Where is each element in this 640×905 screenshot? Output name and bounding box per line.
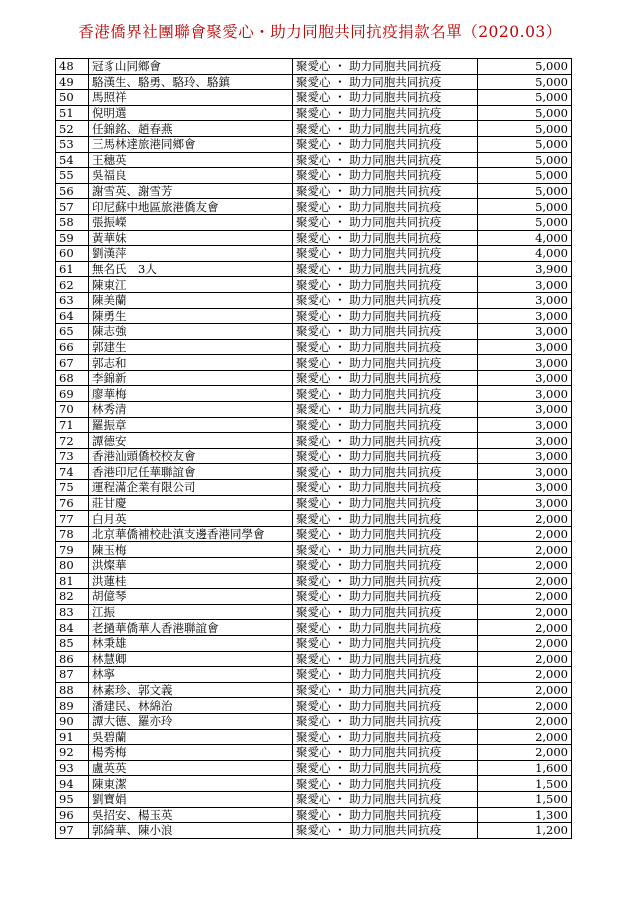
donation-amount: 3,000 bbox=[478, 495, 572, 511]
table-row bbox=[56, 558, 572, 574]
donor-name: 北京華僑補校赴滇支邊香港同學會 bbox=[89, 526, 293, 542]
donation-amount: 2,000 bbox=[478, 729, 572, 745]
donation-purpose: 聚愛心 ・ 助力同胞共同抗疫 bbox=[293, 433, 478, 449]
donor-name: 老撾華僑華人香港聯誼會 bbox=[89, 620, 293, 636]
donor-name: 香港汕頭僑校校友會 bbox=[89, 448, 293, 464]
donation-purpose: 聚愛心 ・ 助力同胞共同抗疫 bbox=[293, 277, 478, 293]
donor-name: 洪燦華 bbox=[89, 558, 293, 574]
table-row bbox=[56, 324, 572, 340]
donor-name: 謝雪英、謝雪芳 bbox=[89, 183, 293, 199]
donation-amount: 2,000 bbox=[478, 698, 572, 714]
donor-name: 洪蓮桂 bbox=[89, 573, 293, 589]
donation-amount: 1,500 bbox=[478, 791, 572, 807]
row-number: 57 bbox=[56, 199, 89, 215]
donation-amount: 3,000 bbox=[478, 448, 572, 464]
donation-purpose: 聚愛心 ・ 助力同胞共同抗疫 bbox=[293, 59, 478, 75]
donation-amount: 5,000 bbox=[478, 214, 572, 230]
donation-purpose: 聚愛心 ・ 助力同胞共同抗疫 bbox=[293, 324, 478, 340]
donation-amount: 3,000 bbox=[478, 464, 572, 480]
donation-purpose: 聚愛心 ・ 助力同胞共同抗疫 bbox=[293, 402, 478, 418]
table-row bbox=[56, 308, 572, 324]
table-row bbox=[56, 464, 572, 480]
donation-purpose: 聚愛心 ・ 助力同胞共同抗疫 bbox=[293, 480, 478, 496]
table-row bbox=[56, 230, 572, 246]
donation-amount: 3,000 bbox=[478, 308, 572, 324]
row-number: 70 bbox=[56, 402, 89, 418]
donation-purpose: 聚愛心 ・ 助力同胞共同抗疫 bbox=[293, 136, 478, 152]
row-number: 84 bbox=[56, 620, 89, 636]
donor-name: 李錦新 bbox=[89, 370, 293, 386]
donation-amount: 5,000 bbox=[478, 136, 572, 152]
table-row bbox=[56, 90, 572, 106]
donor-name: 劉漢萍 bbox=[89, 246, 293, 262]
donation-purpose: 聚愛心 ・ 助力同胞共同抗疫 bbox=[293, 90, 478, 106]
row-number: 64 bbox=[56, 308, 89, 324]
donor-name: 潘建民、林綿治 bbox=[89, 698, 293, 714]
row-number: 78 bbox=[56, 526, 89, 542]
donation-amount: 3,000 bbox=[478, 480, 572, 496]
donation-purpose: 聚愛心 ・ 助力同胞共同抗疫 bbox=[293, 183, 478, 199]
row-number: 67 bbox=[56, 355, 89, 371]
table-row bbox=[56, 168, 572, 184]
donor-name: 莊甘慶 bbox=[89, 495, 293, 511]
donation-amount: 4,000 bbox=[478, 230, 572, 246]
table-row bbox=[56, 791, 572, 807]
donation-amount: 3,000 bbox=[478, 402, 572, 418]
table-row bbox=[56, 542, 572, 558]
row-number: 87 bbox=[56, 667, 89, 683]
donation-amount: 3,000 bbox=[478, 433, 572, 449]
row-number: 89 bbox=[56, 698, 89, 714]
donation-amount: 5,000 bbox=[478, 183, 572, 199]
donation-purpose: 聚愛心 ・ 助力同胞共同抗疫 bbox=[293, 542, 478, 558]
donation-purpose: 聚愛心 ・ 助力同胞共同抗疫 bbox=[293, 386, 478, 402]
table-row bbox=[56, 823, 572, 839]
table-row bbox=[56, 526, 572, 542]
table-row bbox=[56, 246, 572, 262]
donation-purpose: 聚愛心 ・ 助力同胞共同抗疫 bbox=[293, 199, 478, 215]
row-number: 65 bbox=[56, 324, 89, 340]
row-number: 51 bbox=[56, 105, 89, 121]
table-row bbox=[56, 480, 572, 496]
table-row bbox=[56, 589, 572, 605]
row-number: 49 bbox=[56, 74, 89, 90]
donation-amount: 2,000 bbox=[478, 713, 572, 729]
donor-name: 香港印尼任華聯誼會 bbox=[89, 464, 293, 480]
row-number: 96 bbox=[56, 807, 89, 823]
donation-purpose: 聚愛心 ・ 助力同胞共同抗疫 bbox=[293, 635, 478, 651]
row-number: 71 bbox=[56, 417, 89, 433]
table-row bbox=[56, 417, 572, 433]
donor-name: 郭建生 bbox=[89, 339, 293, 355]
table-row bbox=[56, 729, 572, 745]
donation-purpose: 聚愛心 ・ 助力同胞共同抗疫 bbox=[293, 339, 478, 355]
table-row bbox=[56, 121, 572, 137]
document-title: 香港僑界社團聯會聚愛心・助力同胞共同抗疫捐款名單（2020.03） bbox=[78, 23, 562, 41]
donation-purpose: 聚愛心 ・ 助力同胞共同抗疫 bbox=[293, 448, 478, 464]
donor-name: 吳福良 bbox=[89, 168, 293, 184]
donation-amount: 3,000 bbox=[478, 277, 572, 293]
donation-purpose: 聚愛心 ・ 助力同胞共同抗疫 bbox=[293, 168, 478, 184]
donor-name: 陳東潔 bbox=[89, 776, 293, 792]
table-row bbox=[56, 573, 572, 589]
donation-amount: 4,000 bbox=[478, 246, 572, 262]
donation-purpose: 聚愛心 ・ 助力同胞共同抗疫 bbox=[293, 121, 478, 137]
donor-name: 譚大德、羅亦玲 bbox=[89, 713, 293, 729]
donation-amount: 3,000 bbox=[478, 417, 572, 433]
donation-amount: 5,000 bbox=[478, 168, 572, 184]
donation-purpose: 聚愛心 ・ 助力同胞共同抗疫 bbox=[293, 698, 478, 714]
donation-amount: 5,000 bbox=[478, 152, 572, 168]
donor-name: 江振 bbox=[89, 604, 293, 620]
donation-amount: 5,000 bbox=[478, 59, 572, 75]
table-row bbox=[56, 214, 572, 230]
donor-name: 羅振章 bbox=[89, 417, 293, 433]
row-number: 53 bbox=[56, 136, 89, 152]
table-row bbox=[56, 807, 572, 823]
donation-amount: 5,000 bbox=[478, 199, 572, 215]
donation-purpose: 聚愛心 ・ 助力同胞共同抗疫 bbox=[293, 511, 478, 527]
donor-name: 廖華梅 bbox=[89, 386, 293, 402]
donation-purpose: 聚愛心 ・ 助力同胞共同抗疫 bbox=[293, 464, 478, 480]
donation-amount: 2,000 bbox=[478, 651, 572, 667]
row-number: 83 bbox=[56, 604, 89, 620]
donation-purpose: 聚愛心 ・ 助力同胞共同抗疫 bbox=[293, 292, 478, 308]
donation-purpose: 聚愛心 ・ 助力同胞共同抗疫 bbox=[293, 370, 478, 386]
donation-amount: 2,000 bbox=[478, 526, 572, 542]
row-number: 90 bbox=[56, 713, 89, 729]
donation-amount: 2,000 bbox=[478, 558, 572, 574]
donation-amount: 2,000 bbox=[478, 542, 572, 558]
donation-amount: 3,000 bbox=[478, 324, 572, 340]
donation-purpose: 聚愛心 ・ 助力同胞共同抗疫 bbox=[293, 823, 478, 839]
donation-table-body bbox=[56, 59, 572, 839]
donor-name: 林素珍、郭文義 bbox=[89, 682, 293, 698]
table-row bbox=[56, 386, 572, 402]
row-number: 50 bbox=[56, 90, 89, 106]
donor-name: 駱漢生、駱勇、駱玲、駱鎮 bbox=[89, 74, 293, 90]
donor-name: 林秉雄 bbox=[89, 635, 293, 651]
donor-name: 冠豸山同鄉會 bbox=[89, 59, 293, 75]
donation-purpose: 聚愛心 ・ 助力同胞共同抗疫 bbox=[293, 152, 478, 168]
donor-name: 三馬林達旅港同鄉會 bbox=[89, 136, 293, 152]
table-row bbox=[56, 713, 572, 729]
donation-purpose: 聚愛心 ・ 助力同胞共同抗疫 bbox=[293, 558, 478, 574]
row-number: 73 bbox=[56, 448, 89, 464]
donation-purpose: 聚愛心 ・ 助力同胞共同抗疫 bbox=[293, 495, 478, 511]
table-row bbox=[56, 152, 572, 168]
table-row bbox=[56, 136, 572, 152]
donation-amount: 2,000 bbox=[478, 682, 572, 698]
donation-purpose: 聚愛心 ・ 助力同胞共同抗疫 bbox=[293, 604, 478, 620]
donation-purpose: 聚愛心 ・ 助力同胞共同抗疫 bbox=[293, 230, 478, 246]
row-number: 88 bbox=[56, 682, 89, 698]
row-number: 66 bbox=[56, 339, 89, 355]
donation-purpose: 聚愛心 ・ 助力同胞共同抗疫 bbox=[293, 713, 478, 729]
donation-amount: 2,000 bbox=[478, 635, 572, 651]
donor-name: 楊秀梅 bbox=[89, 745, 293, 761]
donation-amount: 2,000 bbox=[478, 667, 572, 683]
row-number: 94 bbox=[56, 776, 89, 792]
row-number: 62 bbox=[56, 277, 89, 293]
table-row bbox=[56, 355, 572, 371]
table-row bbox=[56, 745, 572, 761]
donation-amount: 5,000 bbox=[478, 74, 572, 90]
donor-name: 譚德安 bbox=[89, 433, 293, 449]
row-number: 91 bbox=[56, 729, 89, 745]
table-row bbox=[56, 635, 572, 651]
table-row bbox=[56, 292, 572, 308]
donation-purpose: 聚愛心 ・ 助力同胞共同抗疫 bbox=[293, 261, 478, 277]
donation-purpose: 聚愛心 ・ 助力同胞共同抗疫 bbox=[293, 526, 478, 542]
donation-amount: 3,000 bbox=[478, 355, 572, 371]
table-row bbox=[56, 370, 572, 386]
donation-purpose: 聚愛心 ・ 助力同胞共同抗疫 bbox=[293, 355, 478, 371]
donation-amount: 1,300 bbox=[478, 807, 572, 823]
donor-name: 白月英 bbox=[89, 511, 293, 527]
donation-purpose: 聚愛心 ・ 助力同胞共同抗疫 bbox=[293, 214, 478, 230]
table-row bbox=[56, 776, 572, 792]
row-number: 52 bbox=[56, 121, 89, 137]
donation-amount: 1,200 bbox=[478, 823, 572, 839]
donor-name: 劉寶娟 bbox=[89, 791, 293, 807]
donation-amount: 3,000 bbox=[478, 339, 572, 355]
donor-name: 陳勇生 bbox=[89, 308, 293, 324]
table-row bbox=[56, 511, 572, 527]
donation-amount: 3,900 bbox=[478, 261, 572, 277]
row-number: 54 bbox=[56, 152, 89, 168]
donation-amount: 5,000 bbox=[478, 121, 572, 137]
donation-amount: 5,000 bbox=[478, 90, 572, 106]
table-row bbox=[56, 682, 572, 698]
row-number: 85 bbox=[56, 635, 89, 651]
donation-amount: 5,000 bbox=[478, 105, 572, 121]
table-row bbox=[56, 105, 572, 121]
donor-name: 印尼蘇中地區旅港僑友會 bbox=[89, 199, 293, 215]
row-number: 75 bbox=[56, 480, 89, 496]
row-number: 56 bbox=[56, 183, 89, 199]
donation-amount: 2,000 bbox=[478, 620, 572, 636]
row-number: 72 bbox=[56, 433, 89, 449]
table-row bbox=[56, 339, 572, 355]
row-number: 92 bbox=[56, 745, 89, 761]
donor-name: 郭志和 bbox=[89, 355, 293, 371]
row-number: 69 bbox=[56, 386, 89, 402]
donation-purpose: 聚愛心 ・ 助力同胞共同抗疫 bbox=[293, 729, 478, 745]
donation-amount: 1,600 bbox=[478, 760, 572, 776]
donor-name: 林寧 bbox=[89, 667, 293, 683]
donation-purpose: 聚愛心 ・ 助力同胞共同抗疫 bbox=[293, 682, 478, 698]
donation-purpose: 聚愛心 ・ 助力同胞共同抗疫 bbox=[293, 573, 478, 589]
donor-name: 吳招安、楊玉英 bbox=[89, 807, 293, 823]
donor-name: 馬照祥 bbox=[89, 90, 293, 106]
donor-name: 胡億琴 bbox=[89, 589, 293, 605]
donation-amount: 2,000 bbox=[478, 745, 572, 761]
donor-name: 吳碧蘭 bbox=[89, 729, 293, 745]
row-number: 80 bbox=[56, 558, 89, 574]
donor-name: 盧英英 bbox=[89, 760, 293, 776]
donation-purpose: 聚愛心 ・ 助力同胞共同抗疫 bbox=[293, 246, 478, 262]
table-row bbox=[56, 698, 572, 714]
row-number: 93 bbox=[56, 760, 89, 776]
row-number: 82 bbox=[56, 589, 89, 605]
row-number: 68 bbox=[56, 370, 89, 386]
donor-name: 黃華妹 bbox=[89, 230, 293, 246]
donor-name: 運程滿企業有限公司 bbox=[89, 480, 293, 496]
row-number: 61 bbox=[56, 261, 89, 277]
donation-amount: 2,000 bbox=[478, 573, 572, 589]
table-row bbox=[56, 402, 572, 418]
row-number: 95 bbox=[56, 791, 89, 807]
donation-amount: 2,000 bbox=[478, 589, 572, 605]
donor-name: 陳志強 bbox=[89, 324, 293, 340]
donation-amount: 3,000 bbox=[478, 292, 572, 308]
row-number: 59 bbox=[56, 230, 89, 246]
donor-name: 倪明選 bbox=[89, 105, 293, 121]
donation-amount: 3,000 bbox=[478, 386, 572, 402]
row-number: 63 bbox=[56, 292, 89, 308]
donation-purpose: 聚愛心 ・ 助力同胞共同抗疫 bbox=[293, 651, 478, 667]
donor-name: 任錦銘、趙春燕 bbox=[89, 121, 293, 137]
table-row bbox=[56, 667, 572, 683]
donation-purpose: 聚愛心 ・ 助力同胞共同抗疫 bbox=[293, 74, 478, 90]
row-number: 77 bbox=[56, 511, 89, 527]
row-number: 55 bbox=[56, 168, 89, 184]
row-number: 86 bbox=[56, 651, 89, 667]
row-number: 79 bbox=[56, 542, 89, 558]
donor-name: 無名氏 3人 bbox=[89, 261, 293, 277]
table-row bbox=[56, 620, 572, 636]
table-row bbox=[56, 433, 572, 449]
donor-name: 陳美蘭 bbox=[89, 292, 293, 308]
donation-purpose: 聚愛心 ・ 助力同胞共同抗疫 bbox=[293, 745, 478, 761]
row-number: 76 bbox=[56, 495, 89, 511]
donor-name: 林慧卿 bbox=[89, 651, 293, 667]
row-number: 74 bbox=[56, 464, 89, 480]
donor-name: 張振嶸 bbox=[89, 214, 293, 230]
donation-table bbox=[55, 58, 572, 839]
donation-amount: 2,000 bbox=[478, 511, 572, 527]
table-row bbox=[56, 651, 572, 667]
table-row bbox=[56, 74, 572, 90]
donation-amount: 3,000 bbox=[478, 370, 572, 386]
table-row bbox=[56, 448, 572, 464]
donation-purpose: 聚愛心 ・ 助力同胞共同抗疫 bbox=[293, 589, 478, 605]
table-row bbox=[56, 604, 572, 620]
row-number: 97 bbox=[56, 823, 89, 839]
donation-purpose: 聚愛心 ・ 助力同胞共同抗疫 bbox=[293, 667, 478, 683]
donor-name: 郭綺華、陳小浪 bbox=[89, 823, 293, 839]
row-number: 58 bbox=[56, 214, 89, 230]
donor-name: 陳東江 bbox=[89, 277, 293, 293]
table-row bbox=[56, 59, 572, 75]
table-row bbox=[56, 277, 572, 293]
table-row bbox=[56, 199, 572, 215]
donation-amount: 2,000 bbox=[478, 604, 572, 620]
donation-purpose: 聚愛心 ・ 助力同胞共同抗疫 bbox=[293, 807, 478, 823]
row-number: 81 bbox=[56, 573, 89, 589]
donor-name: 王穗英 bbox=[89, 152, 293, 168]
donor-name: 林秀清 bbox=[89, 402, 293, 418]
donation-purpose: 聚愛心 ・ 助力同胞共同抗疫 bbox=[293, 105, 478, 121]
donation-purpose: 聚愛心 ・ 助力同胞共同抗疫 bbox=[293, 760, 478, 776]
row-number: 48 bbox=[56, 59, 89, 75]
donation-purpose: 聚愛心 ・ 助力同胞共同抗疫 bbox=[293, 308, 478, 324]
table-row bbox=[56, 760, 572, 776]
table-row bbox=[56, 495, 572, 511]
row-number: 60 bbox=[56, 246, 89, 262]
donation-purpose: 聚愛心 ・ 助力同胞共同抗疫 bbox=[293, 417, 478, 433]
donation-purpose: 聚愛心 ・ 助力同胞共同抗疫 bbox=[293, 791, 478, 807]
donation-amount: 1,500 bbox=[478, 776, 572, 792]
table-row bbox=[56, 261, 572, 277]
donor-name: 陳玉梅 bbox=[89, 542, 293, 558]
donation-purpose: 聚愛心 ・ 助力同胞共同抗疫 bbox=[293, 620, 478, 636]
donation-purpose: 聚愛心 ・ 助力同胞共同抗疫 bbox=[293, 776, 478, 792]
table-row bbox=[56, 183, 572, 199]
